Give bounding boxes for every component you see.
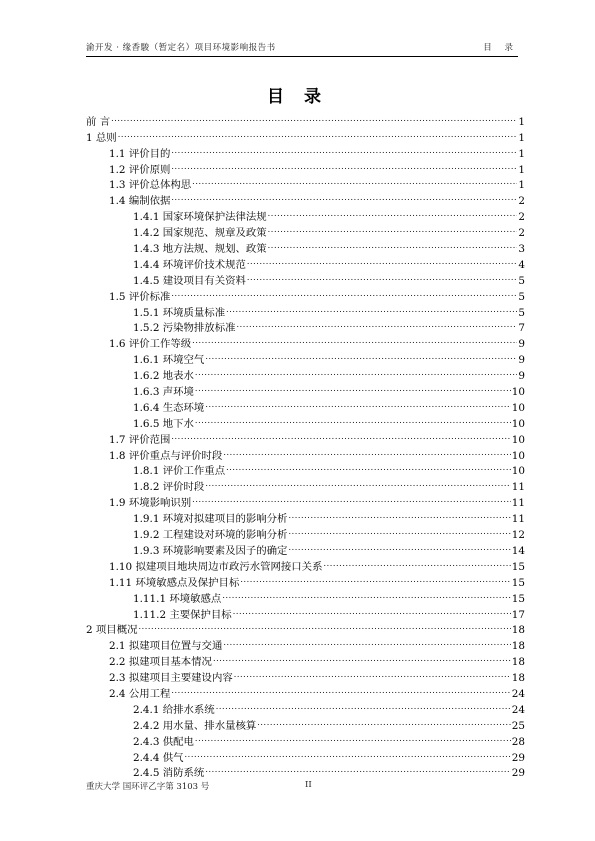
footer-page-number: II	[305, 780, 312, 790]
toc-entry-label: 1.4.4 环境评价技术规范	[133, 258, 246, 271]
page-header	[86, 41, 518, 55]
toc-entry-label: 1.6.5 地下水	[133, 417, 194, 430]
toc-entry-label: 1.8.1 评价工作重点	[133, 465, 226, 478]
toc-entry-page-number: 18	[511, 656, 525, 669]
footer-organization: 重庆大学 国环评乙字第 3103 号	[86, 782, 210, 792]
toc-entry[interactable]	[86, 252, 525, 271]
toc-entry[interactable]	[86, 618, 525, 637]
toc-entry[interactable]	[86, 331, 525, 351]
toc-dot-leader	[171, 284, 517, 300]
toc-entry-label: 1.3 评价总体构思	[109, 179, 192, 192]
toc-entry[interactable]	[86, 697, 525, 716]
toc-entry-page-number: 3	[518, 243, 525, 256]
toc-entry-label: 1.11.1 环境敏感点	[133, 592, 222, 605]
toc-entry-page-number: 4	[518, 258, 525, 271]
toc-entry[interactable]	[86, 395, 525, 414]
toc-dot-leader	[222, 586, 510, 602]
toc-entry-label: 前 言	[86, 115, 111, 128]
toc-entry-label: 1 总则	[86, 131, 117, 144]
toc-entry[interactable]	[86, 474, 525, 494]
toc-dot-leader	[247, 268, 518, 284]
toc-dot-leader	[205, 347, 517, 363]
toc-dot-leader	[195, 379, 511, 395]
toc-entry-label: 1.7 评价范围	[109, 433, 171, 446]
toc-entry-page-number: 24	[511, 687, 525, 700]
toc-entry-page-number: 15	[511, 560, 525, 573]
toc-entry[interactable]	[86, 284, 525, 303]
toc-dot-leader	[111, 109, 517, 125]
toc-dot-leader	[288, 538, 510, 554]
toc-entry-label: 1.5.2 污染物排放标准	[133, 322, 236, 335]
toc-entry[interactable]	[86, 506, 525, 526]
toc-dot-leader	[205, 474, 510, 490]
toc-entry[interactable]	[86, 316, 525, 335]
toc-dot-leader	[288, 506, 510, 522]
toc-entry-page-number: 10	[511, 449, 525, 462]
toc-entry-label: 1.1 评价目的	[109, 147, 171, 160]
toc-entry[interactable]	[86, 633, 525, 653]
toc-entry-label: 1.11 环境敏感点及保护目标	[109, 576, 240, 589]
toc-dot-leader	[240, 570, 510, 586]
toc-dot-leader	[192, 331, 517, 347]
toc-entry[interactable]	[86, 570, 525, 589]
toc-entry-page-number: 18	[511, 640, 525, 653]
toc-entry[interactable]	[86, 347, 525, 367]
toc-entry[interactable]	[86, 713, 525, 732]
toc-entry-page-number: 11	[511, 497, 525, 510]
toc-entry-page-number: 15	[511, 576, 525, 589]
toc-dot-leader	[234, 665, 511, 681]
toc-entry-page-number: 15	[511, 592, 525, 605]
toc-entry-label: 1.6.2 地表水	[133, 370, 194, 383]
toc-entry-page-number: 29	[511, 751, 525, 764]
toc-entry[interactable]	[86, 745, 525, 764]
toc-entry-label: 2.4.2 用水量、排水量核算	[133, 719, 257, 732]
toc-dot-leader	[195, 363, 517, 379]
toc-entry[interactable]	[86, 109, 525, 128]
toc-entry[interactable]	[86, 188, 525, 208]
toc-entry-label: 1.4.2 国家规范、规章及政策	[133, 227, 267, 240]
header-document-title: 渝开发 · 缘香駿（暂定名）项目环境影响报告书	[86, 43, 276, 53]
toc-entry-label: 2.2 拟建项目基本情况	[109, 656, 212, 669]
toc-entry-page-number: 10	[511, 465, 525, 478]
toc-entry-page-number: 24	[511, 703, 525, 716]
toc-entry-label: 1.8.2 评价时段	[133, 481, 205, 494]
toc-dot-leader	[213, 649, 511, 665]
toc-entry-label: 1.11.2 主要保护目标	[133, 608, 232, 621]
toc-entry-label: 1.9.1 环境对拟建项目的影响分析	[133, 513, 288, 526]
toc-entry[interactable]	[86, 443, 525, 462]
toc-entry[interactable]	[86, 379, 525, 399]
toc-entry-page-number: 10	[511, 433, 525, 446]
toc-entry-label: 2.4.5 消防系统	[133, 767, 205, 780]
toc-entry[interactable]	[86, 141, 525, 160]
toc-entry[interactable]	[86, 459, 525, 478]
toc-dot-leader	[192, 173, 517, 189]
toc-entry-label: 1.9.2 工程建设对环境的影响分析	[133, 529, 288, 542]
toc-entry-label: 1.4.3 地方法规、规划、政策	[133, 243, 267, 256]
toc-entry-label: 2.4.1 给排水系统	[133, 703, 215, 716]
toc-entry-label: 2.4.3 供配电	[133, 735, 194, 748]
toc-entry-page-number: 9	[518, 370, 525, 383]
toc-entry-page-number: 29	[511, 767, 525, 780]
toc-entry-label: 1.6.4 生态环境	[133, 401, 205, 414]
toc-dot-leader	[192, 490, 511, 506]
toc-entry-page-number: 7	[518, 322, 525, 335]
toc-dot-leader	[205, 761, 510, 777]
toc-dot-leader	[171, 427, 510, 443]
toc-entry-label: 1.4.1 国家环境保护法律法规	[133, 211, 267, 224]
toc-entry-page-number: 5	[518, 274, 525, 287]
toc-entry[interactable]	[86, 236, 525, 256]
toc-entry[interactable]	[86, 363, 525, 383]
toc-dot-leader	[216, 697, 511, 713]
toc-dot-leader	[233, 602, 511, 618]
toc-dot-leader	[223, 443, 510, 459]
toc-entry-page-number: 10	[511, 386, 525, 399]
toc-entry-page-number: 9	[518, 338, 525, 351]
table-of-contents	[86, 109, 525, 780]
page-title: 目 录	[267, 87, 328, 107]
toc-entry-label: 1.10 拟建项目地块周边市政污水管网接口关系	[109, 560, 323, 573]
toc-entry-label: 1.4 编制依据	[109, 195, 171, 208]
toc-entry-page-number: 28	[511, 735, 525, 748]
toc-entry-label: 1.6.1 环境空气	[133, 354, 205, 367]
toc-entry-page-number: 1	[518, 163, 525, 176]
toc-dot-leader	[226, 459, 511, 475]
toc-entry[interactable]	[86, 522, 525, 542]
toc-dot-leader	[323, 554, 510, 570]
toc-entry-page-number: 10	[511, 417, 525, 430]
toc-dot-leader	[236, 316, 517, 332]
toc-entry-label: 2.4.4 供气	[133, 751, 184, 764]
toc-dot-leader	[185, 745, 511, 761]
toc-entry-page-number: 12	[511, 529, 525, 542]
toc-entry-page-number: 1	[518, 115, 525, 128]
toc-entry[interactable]	[86, 268, 525, 287]
toc-entry[interactable]	[86, 761, 525, 780]
toc-dot-leader	[171, 188, 517, 204]
toc-entry-label: 1.5 评价标准	[109, 290, 171, 303]
toc-entry-label: 1.8 评价重点与评价时段	[109, 449, 223, 462]
toc-entry-label: 2.4 公用工程	[109, 687, 171, 700]
toc-entry-page-number: 2	[518, 227, 525, 240]
toc-entry-label: 1.9 环境影响识别	[109, 497, 192, 510]
toc-entry[interactable]	[86, 681, 525, 700]
toc-entry-label: 1.9.3 环境影响要素及因子的确定	[133, 544, 288, 557]
toc-dot-leader	[171, 141, 517, 157]
toc-entry-page-number: 1	[518, 131, 525, 144]
toc-dot-leader	[288, 522, 510, 538]
toc-entry[interactable]	[86, 427, 525, 446]
toc-dot-leader	[247, 252, 518, 268]
toc-entry-label: 2 项目概况	[86, 624, 138, 637]
toc-entry-page-number: 2	[518, 195, 525, 208]
toc-entry-label: 1.6.3 声环境	[133, 386, 194, 399]
toc-entry-page-number: 1	[518, 147, 525, 160]
toc-entry-label: 2.3 拟建项目主要建设内容	[109, 672, 233, 685]
toc-dot-leader	[195, 729, 511, 745]
toc-entry-page-number: 10	[511, 401, 525, 414]
toc-entry[interactable]	[86, 490, 525, 510]
toc-entry-page-number: 18	[511, 624, 525, 637]
toc-dot-leader	[205, 395, 510, 411]
toc-entry-page-number: 1	[518, 179, 525, 192]
toc-dot-leader	[257, 713, 511, 729]
toc-entry-label: 1.6 评价工作等级	[109, 338, 192, 351]
toc-entry[interactable]	[86, 204, 525, 224]
toc-entry-label: 1.5.1 环境质量标准	[133, 306, 226, 319]
toc-dot-leader	[226, 300, 517, 316]
toc-entry-page-number: 11	[511, 513, 525, 526]
toc-dot-leader	[118, 125, 518, 141]
toc-dot-leader	[268, 236, 518, 252]
toc-entry[interactable]	[86, 665, 525, 685]
toc-entry[interactable]	[86, 586, 525, 605]
toc-entry-page-number: 14	[511, 544, 525, 557]
header-divider	[86, 56, 518, 57]
toc-entry[interactable]	[86, 729, 525, 748]
toc-entry-page-number: 9	[518, 354, 525, 367]
toc-dot-leader	[268, 220, 518, 236]
toc-entry-label: 1.2 评价原则	[109, 163, 171, 176]
toc-entry[interactable]	[86, 538, 525, 557]
toc-entry-page-number: 11	[511, 481, 525, 494]
toc-dot-leader	[268, 204, 518, 220]
toc-entry[interactable]	[86, 300, 525, 319]
toc-entry[interactable]	[86, 173, 525, 192]
toc-dot-leader	[171, 157, 517, 173]
toc-entry[interactable]	[86, 157, 525, 176]
toc-entry-page-number: 2	[518, 211, 525, 224]
toc-dot-leader	[195, 411, 511, 427]
toc-entry-page-number: 18	[511, 672, 525, 685]
header-section-name: 目 录	[483, 43, 518, 53]
toc-dot-leader	[223, 633, 510, 649]
toc-entry[interactable]	[86, 649, 525, 669]
toc-entry-page-number: 5	[518, 306, 525, 319]
toc-entry[interactable]	[86, 411, 525, 430]
toc-entry-page-number: 5	[518, 290, 525, 303]
toc-entry-label: 1.4.5 建设项目有关资料	[133, 274, 246, 287]
toc-entry[interactable]	[86, 220, 525, 240]
toc-entry[interactable]	[86, 125, 525, 144]
toc-entry-page-number: 17	[511, 608, 525, 621]
toc-entry[interactable]	[86, 554, 525, 573]
toc-entry-page-number: 25	[511, 719, 525, 732]
toc-dot-leader	[138, 618, 510, 634]
toc-dot-leader	[171, 681, 510, 697]
toc-entry[interactable]	[86, 602, 525, 621]
toc-entry-label: 2.1 拟建项目位置与交通	[109, 640, 223, 653]
